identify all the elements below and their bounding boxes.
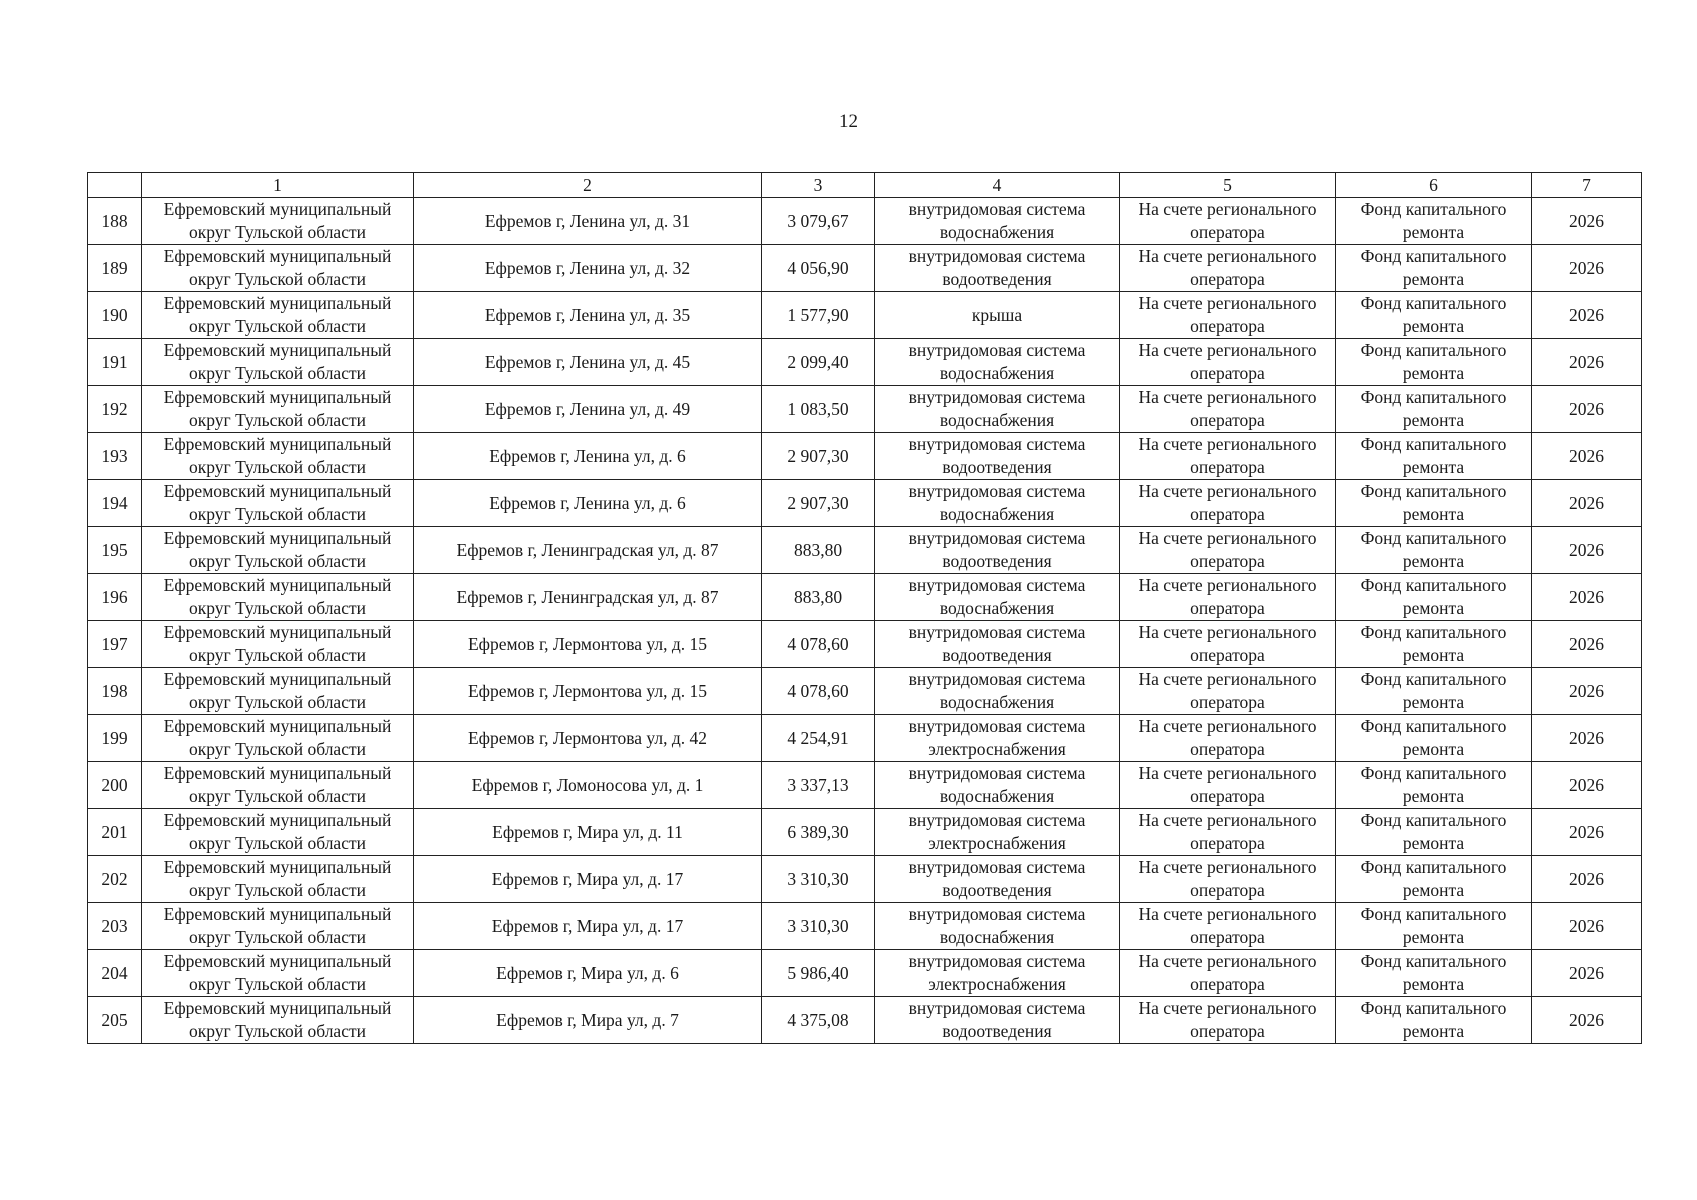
- area-cell: 883,80: [762, 527, 875, 574]
- area-cell: 4 078,60: [762, 621, 875, 668]
- column-header: 5: [1120, 173, 1336, 198]
- year-cell: 2026: [1532, 715, 1642, 762]
- account-cell: На счете регионального оператора: [1120, 386, 1336, 433]
- column-header: 4: [875, 173, 1120, 198]
- table-row: [88, 480, 1642, 527]
- account-cell: На счете регионального оператора: [1120, 762, 1336, 809]
- account-cell: На счете регионального оператора: [1120, 715, 1336, 762]
- address-cell: Ефремов г, Ленина ул, д. 45: [414, 339, 762, 386]
- account-cell: На счете регионального оператора: [1120, 292, 1336, 339]
- column-header: 2: [414, 173, 762, 198]
- row-number: 192: [88, 386, 142, 433]
- funding-source-cell: Фонд капитального ремонта: [1336, 292, 1532, 339]
- municipality-cell: Ефремовский муниципальный округ Тульской области: [142, 856, 414, 903]
- year-cell: 2026: [1532, 480, 1642, 527]
- row-number: 191: [88, 339, 142, 386]
- area-cell: 3 310,30: [762, 903, 875, 950]
- repair-element-cell: внутридомовая система водоотведения: [875, 856, 1120, 903]
- funding-source-cell: Фонд капитального ремонта: [1336, 527, 1532, 574]
- repair-element-cell: внутридомовая система водоснабжения: [875, 762, 1120, 809]
- municipality-cell: Ефремовский муниципальный округ Тульской области: [142, 480, 414, 527]
- funding-source-cell: Фонд капитального ремонта: [1336, 903, 1532, 950]
- municipality-cell: Ефремовский муниципальный округ Тульской области: [142, 292, 414, 339]
- repair-element-cell: внутридомовая система водоотведения: [875, 527, 1120, 574]
- row-number: 202: [88, 856, 142, 903]
- account-cell: На счете регионального оператора: [1120, 856, 1336, 903]
- column-header: 3: [762, 173, 875, 198]
- table-row: [88, 997, 1642, 1044]
- table-row: [88, 950, 1642, 997]
- area-cell: 3 337,13: [762, 762, 875, 809]
- account-cell: На счете регионального оператора: [1120, 245, 1336, 292]
- column-header: 1: [142, 173, 414, 198]
- area-cell: 4 078,60: [762, 668, 875, 715]
- repair-element-cell: внутридомовая система водоснабжения: [875, 386, 1120, 433]
- repair-element-cell: внутридомовая система водоснабжения: [875, 574, 1120, 621]
- year-cell: 2026: [1532, 292, 1642, 339]
- year-cell: 2026: [1532, 198, 1642, 245]
- area-cell: 4 254,91: [762, 715, 875, 762]
- repair-element-cell: внутридомовая система водоснабжения: [875, 480, 1120, 527]
- account-cell: На счете регионального оператора: [1120, 997, 1336, 1044]
- address-cell: Ефремов г, Ленина ул, д. 35: [414, 292, 762, 339]
- repair-element-cell: внутридомовая система водоотведения: [875, 245, 1120, 292]
- address-cell: Ефремов г, Мира ул, д. 17: [414, 903, 762, 950]
- table-row: [88, 245, 1642, 292]
- year-cell: 2026: [1532, 339, 1642, 386]
- municipality-cell: Ефремовский муниципальный округ Тульской области: [142, 574, 414, 621]
- account-cell: На счете регионального оператора: [1120, 621, 1336, 668]
- table-row: [88, 668, 1642, 715]
- column-header: [88, 173, 142, 198]
- area-cell: 1 083,50: [762, 386, 875, 433]
- area-cell: 2 907,30: [762, 480, 875, 527]
- municipality-cell: Ефремовский муниципальный округ Тульской области: [142, 245, 414, 292]
- address-cell: Ефремов г, Лермонтова ул, д. 15: [414, 668, 762, 715]
- row-number: 198: [88, 668, 142, 715]
- address-cell: Ефремов г, Лермонтова ул, д. 42: [414, 715, 762, 762]
- funding-source-cell: Фонд капитального ремонта: [1336, 809, 1532, 856]
- table-row: [88, 527, 1642, 574]
- year-cell: 2026: [1532, 997, 1642, 1044]
- address-cell: Ефремов г, Ленина ул, д. 49: [414, 386, 762, 433]
- address-cell: Ефремов г, Ломоносова ул, д. 1: [414, 762, 762, 809]
- municipality-cell: Ефремовский муниципальный округ Тульской области: [142, 903, 414, 950]
- funding-source-cell: Фонд капитального ремонта: [1336, 715, 1532, 762]
- funding-source-cell: Фонд капитального ремонта: [1336, 574, 1532, 621]
- row-number: 205: [88, 997, 142, 1044]
- table-row: [88, 198, 1642, 245]
- funding-source-cell: Фонд капитального ремонта: [1336, 762, 1532, 809]
- year-cell: 2026: [1532, 762, 1642, 809]
- row-number: 200: [88, 762, 142, 809]
- funding-source-cell: Фонд капитального ремонта: [1336, 480, 1532, 527]
- repair-element-cell: внутридомовая система электроснабжения: [875, 950, 1120, 997]
- repair-element-cell: внутридомовая система водоотведения: [875, 997, 1120, 1044]
- row-number: 196: [88, 574, 142, 621]
- row-number: 197: [88, 621, 142, 668]
- repair-element-cell: крыша: [875, 292, 1120, 339]
- area-cell: 4 375,08: [762, 997, 875, 1044]
- year-cell: 2026: [1532, 245, 1642, 292]
- address-cell: Ефремов г, Ленинградская ул, д. 87: [414, 527, 762, 574]
- repair-schedule-table: [87, 172, 1642, 1044]
- year-cell: 2026: [1532, 433, 1642, 480]
- funding-source-cell: Фонд капитального ремонта: [1336, 997, 1532, 1044]
- table-row: [88, 292, 1642, 339]
- table-row: [88, 433, 1642, 480]
- row-number: 189: [88, 245, 142, 292]
- address-cell: Ефремов г, Мира ул, д. 17: [414, 856, 762, 903]
- year-cell: 2026: [1532, 574, 1642, 621]
- account-cell: На счете регионального оператора: [1120, 339, 1336, 386]
- table-body: [88, 198, 1642, 1044]
- account-cell: На счете регионального оператора: [1120, 809, 1336, 856]
- municipality-cell: Ефремовский муниципальный округ Тульской области: [142, 762, 414, 809]
- area-cell: 2 099,40: [762, 339, 875, 386]
- year-cell: 2026: [1532, 903, 1642, 950]
- repair-element-cell: внутридомовая система электроснабжения: [875, 809, 1120, 856]
- area-cell: 3 310,30: [762, 856, 875, 903]
- area-cell: 2 907,30: [762, 433, 875, 480]
- account-cell: На счете регионального оператора: [1120, 198, 1336, 245]
- year-cell: 2026: [1532, 668, 1642, 715]
- funding-source-cell: Фонд капитального ремонта: [1336, 621, 1532, 668]
- funding-source-cell: Фонд капитального ремонта: [1336, 433, 1532, 480]
- account-cell: На счете регионального оператора: [1120, 574, 1336, 621]
- funding-source-cell: Фонд капитального ремонта: [1336, 950, 1532, 997]
- area-cell: 5 986,40: [762, 950, 875, 997]
- row-number: 195: [88, 527, 142, 574]
- repair-element-cell: внутридомовая система водоснабжения: [875, 903, 1120, 950]
- funding-source-cell: Фонд капитального ремонта: [1336, 386, 1532, 433]
- column-number-row: [88, 173, 1642, 198]
- area-cell: 3 079,67: [762, 198, 875, 245]
- funding-source-cell: Фонд капитального ремонта: [1336, 856, 1532, 903]
- table-row: [88, 809, 1642, 856]
- year-cell: 2026: [1532, 856, 1642, 903]
- row-number: 190: [88, 292, 142, 339]
- year-cell: 2026: [1532, 950, 1642, 997]
- column-header: 7: [1532, 173, 1642, 198]
- area-cell: 883,80: [762, 574, 875, 621]
- repair-element-cell: внутридомовая система водоснабжения: [875, 339, 1120, 386]
- address-cell: Ефремов г, Мира ул, д. 7: [414, 997, 762, 1044]
- municipality-cell: Ефремовский муниципальный округ Тульской области: [142, 668, 414, 715]
- address-cell: Ефремов г, Ленина ул, д. 6: [414, 480, 762, 527]
- address-cell: Ефремов г, Ленина ул, д. 32: [414, 245, 762, 292]
- repair-element-cell: внутридомовая система электроснабжения: [875, 715, 1120, 762]
- column-header: 6: [1336, 173, 1532, 198]
- row-number: 201: [88, 809, 142, 856]
- municipality-cell: Ефремовский муниципальный округ Тульской области: [142, 950, 414, 997]
- municipality-cell: Ефремовский муниципальный округ Тульской области: [142, 198, 414, 245]
- municipality-cell: Ефремовский муниципальный округ Тульской области: [142, 621, 414, 668]
- row-number: 203: [88, 903, 142, 950]
- year-cell: 2026: [1532, 809, 1642, 856]
- area-cell: 4 056,90: [762, 245, 875, 292]
- year-cell: 2026: [1532, 621, 1642, 668]
- table-row: [88, 621, 1642, 668]
- account-cell: На счете регионального оператора: [1120, 950, 1336, 997]
- address-cell: Ефремов г, Ленинградская ул, д. 87: [414, 574, 762, 621]
- repair-element-cell: внутридомовая система водоотведения: [875, 433, 1120, 480]
- account-cell: На счете регионального оператора: [1120, 527, 1336, 574]
- address-cell: Ефремов г, Мира ул, д. 11: [414, 809, 762, 856]
- municipality-cell: Ефремовский муниципальный округ Тульской области: [142, 809, 414, 856]
- year-cell: 2026: [1532, 386, 1642, 433]
- account-cell: На счете регионального оператора: [1120, 433, 1336, 480]
- row-number: 193: [88, 433, 142, 480]
- account-cell: На счете регионального оператора: [1120, 903, 1336, 950]
- table-row: [88, 574, 1642, 621]
- repair-element-cell: внутридомовая система водоснабжения: [875, 198, 1120, 245]
- table-row: [88, 903, 1642, 950]
- account-cell: На счете регионального оператора: [1120, 480, 1336, 527]
- funding-source-cell: Фонд капитального ремонта: [1336, 245, 1532, 292]
- table-row: [88, 339, 1642, 386]
- municipality-cell: Ефремовский муниципальный округ Тульской области: [142, 715, 414, 762]
- funding-source-cell: Фонд капитального ремонта: [1336, 668, 1532, 715]
- municipality-cell: Ефремовский муниципальный округ Тульской области: [142, 527, 414, 574]
- area-cell: 6 389,30: [762, 809, 875, 856]
- address-cell: Ефремов г, Мира ул, д. 6: [414, 950, 762, 997]
- table-row: [88, 715, 1642, 762]
- page-number: 12: [839, 111, 858, 132]
- municipality-cell: Ефремовский муниципальный округ Тульской области: [142, 339, 414, 386]
- year-cell: 2026: [1532, 527, 1642, 574]
- area-cell: 1 577,90: [762, 292, 875, 339]
- address-cell: Ефремов г, Ленина ул, д. 31: [414, 198, 762, 245]
- row-number: 188: [88, 198, 142, 245]
- municipality-cell: Ефремовский муниципальный округ Тульской области: [142, 997, 414, 1044]
- table-row: [88, 386, 1642, 433]
- row-number: 199: [88, 715, 142, 762]
- table-row: [88, 762, 1642, 809]
- municipality-cell: Ефремовский муниципальный округ Тульской области: [142, 386, 414, 433]
- address-cell: Ефремов г, Лермонтова ул, д. 15: [414, 621, 762, 668]
- repair-element-cell: внутридомовая система водоснабжения: [875, 668, 1120, 715]
- table-row: [88, 856, 1642, 903]
- row-number: 194: [88, 480, 142, 527]
- account-cell: На счете регионального оператора: [1120, 668, 1336, 715]
- repair-element-cell: внутридомовая система водоотведения: [875, 621, 1120, 668]
- address-cell: Ефремов г, Ленина ул, д. 6: [414, 433, 762, 480]
- funding-source-cell: Фонд капитального ремонта: [1336, 198, 1532, 245]
- funding-source-cell: Фонд капитального ремонта: [1336, 339, 1532, 386]
- municipality-cell: Ефремовский муниципальный округ Тульской области: [142, 433, 414, 480]
- row-number: 204: [88, 950, 142, 997]
